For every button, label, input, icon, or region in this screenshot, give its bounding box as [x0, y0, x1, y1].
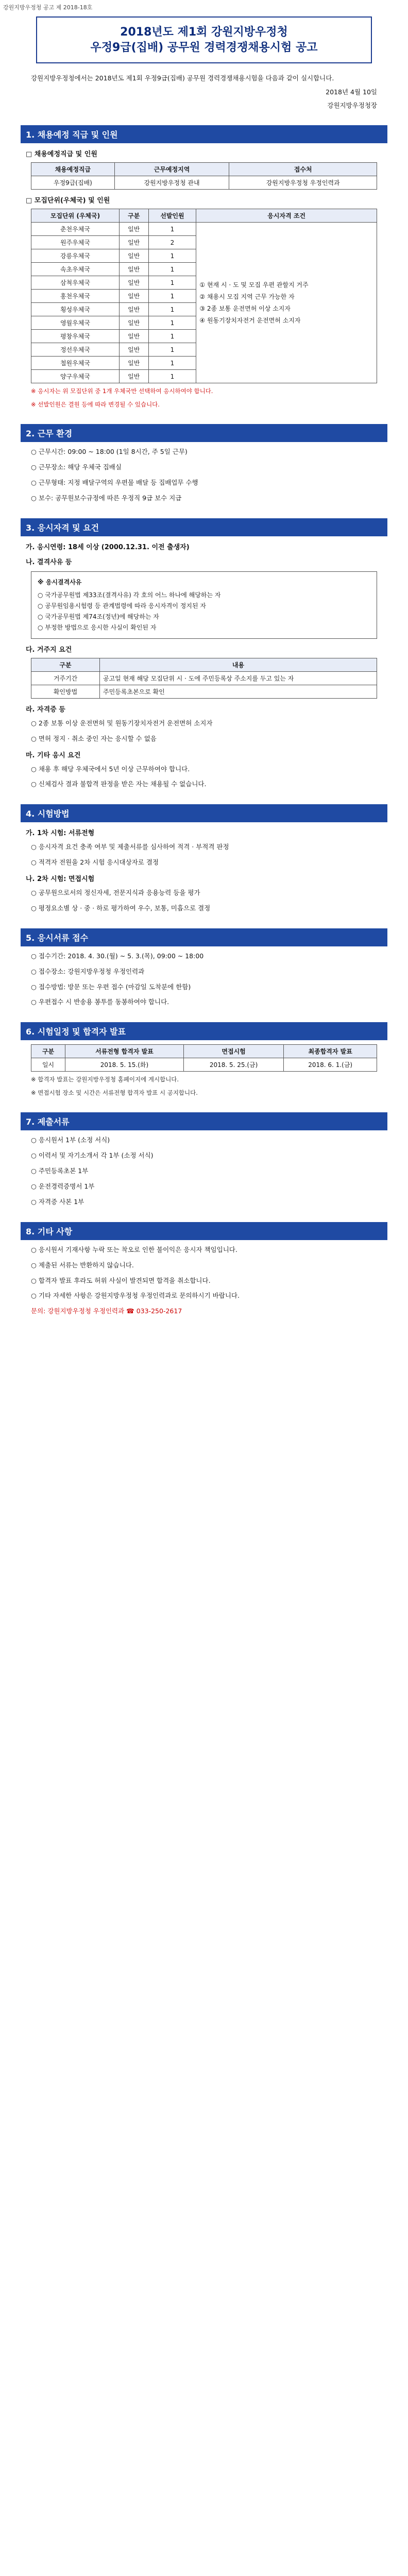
table-cell: 일반 — [119, 343, 148, 357]
table-cell: 1 — [148, 249, 196, 263]
qualification-line: ② 채용시 모집 지역 근무 가능한 자 — [199, 293, 295, 300]
table-cell: 강원지방우정청 관내 — [114, 176, 229, 190]
section-3-title: 3. 응시자격 및 요건 — [21, 518, 387, 536]
table-cell: 확인방법 — [31, 685, 100, 698]
table-header: 선발인원 — [148, 209, 196, 223]
box-line: ○ 국가공무원법 제33조(결격사유) 각 호의 어느 하나에 해당하는 자 — [38, 591, 221, 599]
section-2-item: ○ 근무시간: 09:00 ~ 18:00 (1일 8시간, 주 5일 근무) — [31, 448, 188, 456]
table-cell: 춘천우체국 — [31, 223, 120, 236]
table-header: 구분 — [119, 209, 148, 223]
section-4-line: ○ 응시자격 요건 충족 여부 및 제출서류를 심사하여 적격 · 부적격 판정 — [31, 843, 229, 851]
qualification-line: ④ 원동기장치자전거 운전면허 소지자 — [199, 316, 301, 324]
table-row — [31, 223, 377, 236]
table-cell: 2018. 5. 15.(화) — [65, 1058, 184, 1072]
qualification-line: ③ 2종 보통 운전면허 이상 소지자 — [199, 304, 291, 312]
unit-table — [31, 209, 377, 383]
cert-line: ○ 면허 정지 · 취소 중인 자는 응시할 수 없음 — [31, 734, 157, 742]
table-cell: 횡성우체국 — [31, 303, 120, 316]
table-row — [31, 671, 377, 685]
table-row — [31, 1058, 377, 1072]
qualification-line: ① 현재 시 · 도 및 모집 우편 관할지 거주 — [199, 281, 309, 289]
section-3-sub: 가. 응시연령: 18세 이상 (2000.12.31. 이전 출생자) — [26, 543, 190, 551]
table-cell: 주민등록초본으로 확인 — [100, 685, 377, 698]
section-2-title: 2. 근무 환경 — [21, 424, 387, 442]
table-cell: 1 — [148, 343, 196, 357]
disqualification-box — [31, 571, 377, 639]
table-cell: 일반 — [119, 276, 148, 290]
table-header: 최종합격자 발표 — [284, 1045, 377, 1058]
table-cell: 1 — [148, 290, 196, 303]
table-cell: 일반 — [119, 263, 148, 276]
section-7-line: ○ 주민등록초본 1부 — [31, 1167, 89, 1175]
title-line-1: 2018년도 제1회 강원지방우정청 — [120, 26, 288, 39]
section-1-sub1: □ 채용예정직급 및 인원 — [26, 150, 97, 159]
table-cell: 1 — [148, 330, 196, 343]
section-8-line: ○ 합격자 발표 후라도 허위 사실이 발견되면 합격을 취소합니다. — [31, 1276, 211, 1284]
table-cell: 우정9급(집배) — [31, 176, 115, 190]
table-cell: 1 — [148, 223, 196, 236]
table-cell: 공고일 현재 해당 모집단위 시 · 도에 주민등록상 주소지를 두고 있는 자 — [100, 671, 377, 685]
contact-line: 문의: 강원지방우정청 우정인력과 ☎ 033-250-2617 — [31, 1307, 182, 1315]
table-header: 구분 — [31, 658, 100, 671]
table-cell: 삼척우체국 — [31, 276, 120, 290]
qualification-box — [196, 223, 377, 383]
section-3-sub: 다. 거주지 요건 — [26, 646, 72, 654]
section-4-line: ○ 평정요소별 상 · 중 · 하로 평가하여 우수, 보통, 미흡으로 결정 — [31, 904, 211, 912]
table-header: 채용예정직급 — [31, 163, 115, 176]
section-4-line: ○ 공무원으로서의 정신자세, 전문지식과 응용능력 등을 평가 — [31, 889, 200, 897]
section-5-line: ○ 접수기간: 2018. 4. 30.(월) ~ 5. 3.(목), 09:00 ~ 18:00 — [31, 952, 204, 960]
section-2-item: ○ 근무형태: 지정 배달구역의 우편물 배달 등 집배업무 수행 — [31, 479, 198, 487]
table-cell: 일반 — [119, 290, 148, 303]
table-cell: 일시 — [31, 1058, 65, 1072]
table-header: 근무예정지역 — [114, 163, 229, 176]
page-title — [36, 16, 372, 63]
table-header: 서류전형 합격자 발표 — [65, 1045, 184, 1058]
table-cell: 속초우체국 — [31, 263, 120, 276]
table-cell: 1 — [148, 316, 196, 330]
table-header: 내용 — [100, 658, 377, 671]
section-1-title: 1. 채용예정 직급 및 인원 — [21, 125, 387, 143]
section-5-title: 5. 응시서류 접수 — [21, 928, 387, 946]
residence-table — [31, 658, 377, 699]
box-line: ○ 부정한 방법으로 응시한 사실이 확인된 자 — [38, 623, 157, 631]
section-7-line: ○ 이력서 및 자기소개서 각 1부 (소정 서식) — [31, 1151, 154, 1160]
section-3-sub: 라. 자격증 등 — [26, 705, 65, 714]
cert-line: ○ 2종 보통 이상 운전면허 및 원동기장치자전거 운전면허 소지자 — [31, 719, 213, 727]
section-8-line: ○ 제출된 서류는 반환하지 않습니다. — [31, 1261, 134, 1269]
section-8-title: 8. 기타 사항 — [21, 1222, 387, 1240]
section-1-note: ※ 선발인원은 결원 등에 따라 변경될 수 있습니다. — [31, 400, 160, 408]
intro-text: 강원지방우정청에서는 2018년도 제1회 우정9급(집배) 공무원 경력경쟁채용시험을 다음과 같이 실시합니다. — [31, 74, 334, 82]
org-line: 강원지방우정청장 — [327, 101, 377, 110]
table-cell: 일반 — [119, 223, 148, 236]
table-row — [31, 685, 377, 698]
table-cell: 일반 — [119, 370, 148, 383]
table-cell: 2018. 5. 25.(금) — [183, 1058, 284, 1072]
table-cell: 일반 — [119, 303, 148, 316]
section-5-line: ○ 접수장소: 강원지방우정청 우정인력과 — [31, 967, 145, 975]
box-line: ○ 국가공무원법 제74조(정년)에 해당하는 자 — [38, 613, 159, 620]
schedule-table — [31, 1044, 377, 1072]
table-cell: 1 — [148, 263, 196, 276]
table-cell: 일반 — [119, 357, 148, 370]
section-6-note: ※ 합격자 발표는 강원지방우정청 홈페이지에 게시합니다. — [31, 1076, 179, 1083]
box-line: ○ 공무원임용시험령 등 관계법령에 따라 응시자격이 정지된 자 — [38, 602, 206, 609]
section-1-note: ※ 응시자는 위 모집단위 중 1개 우체국만 선택하여 응시하여야 합니다. — [31, 387, 213, 395]
table-cell: 영월우체국 — [31, 316, 120, 330]
section-6-title: 6. 시험일정 및 합격자 발표 — [21, 1022, 387, 1040]
section-2-item: ○ 근무장소: 해당 우체국 집배실 — [31, 463, 122, 471]
table-cell: 정선우체국 — [31, 343, 120, 357]
table-header: 면접시험 — [183, 1045, 284, 1058]
table-cell: 2 — [148, 236, 196, 249]
table-cell: 강원지방우정청 우정인력과 — [229, 176, 377, 190]
section-7-line: ○ 운전경력증명서 1부 — [31, 1182, 95, 1191]
table-cell: 1 — [148, 303, 196, 316]
table-cell: 홍천우체국 — [31, 290, 120, 303]
date-line: 2018년 4월 10일 — [326, 88, 377, 96]
table-cell: 1 — [148, 276, 196, 290]
section-1-sub2: □ 모집단위(우체국) 및 인원 — [26, 197, 110, 205]
table-cell: 거주기간 — [31, 671, 100, 685]
table-cell: 일반 — [119, 316, 148, 330]
section-5-line: ○ 우편접수 시 반송용 봉투를 동봉하여야 합니다. — [31, 998, 169, 1006]
section-7-line: ○ 응시원서 1부 (소정 서식) — [31, 1136, 110, 1144]
notice-number: 강원지방우정청 공고 제 2018-18호 — [3, 4, 93, 11]
table-cell: 1 — [148, 370, 196, 383]
table-cell: 원주우체국 — [31, 236, 120, 249]
table-cell: 2018. 6. 1.(금) — [284, 1058, 377, 1072]
etc-line: ○ 신체검사 결과 불합격 판정을 받은 자는 채용될 수 없습니다. — [31, 780, 207, 788]
table-cell: 1 — [148, 357, 196, 370]
position-table — [31, 162, 377, 190]
table-header: 접수처 — [229, 163, 377, 176]
table-row — [31, 176, 377, 190]
section-4-sub: 나. 2차 시험: 면접시험 — [26, 875, 95, 884]
section-5-line: ○ 접수방법: 방문 또는 우편 접수 (마감일 도착분에 한함) — [31, 982, 191, 991]
section-4-sub: 가. 1차 시험: 서류전형 — [26, 829, 95, 838]
section-4-line: ○ 적격자 전원을 2차 시험 응시대상자로 결정 — [31, 858, 159, 867]
section-3-sub: 나. 결격사유 등 — [26, 558, 72, 566]
box-title: ※ 응시결격사유 — [38, 578, 82, 586]
table-cell: 일반 — [119, 236, 148, 249]
section-7-line: ○ 자격증 사본 1부 — [31, 1197, 84, 1206]
table-cell: 평창우체국 — [31, 330, 120, 343]
section-6-note: ※ 면접시험 장소 및 시간은 서류전형 합격자 발표 시 공지합니다. — [31, 1089, 198, 1096]
section-7-title: 7. 제출서류 — [21, 1112, 387, 1130]
section-3-sub: 마. 기타 응시 요건 — [26, 751, 81, 759]
etc-line: ○ 채용 후 해당 우체국에서 5년 이상 근무하여야 합니다. — [31, 765, 190, 773]
table-cell: 양구우체국 — [31, 370, 120, 383]
table-cell: 일반 — [119, 330, 148, 343]
table-cell: 일반 — [119, 249, 148, 263]
table-header: 구분 — [31, 1045, 65, 1058]
table-header: 모집단위 (우체국) — [31, 209, 120, 223]
table-header: 응시자격 조건 — [196, 209, 377, 223]
section-8-line: ○ 응시원서 기재사항 누락 또는 착오로 인한 불이익은 응시자 책임입니다. — [31, 1245, 237, 1253]
table-cell: 강릉우체국 — [31, 249, 120, 263]
table-cell: 철원우체국 — [31, 357, 120, 370]
section-4-title: 4. 시험방법 — [21, 804, 387, 822]
section-8-line: ○ 기타 자세한 사항은 강원지방우정청 우정인력과로 문의하시기 바랍니다. — [31, 1292, 240, 1300]
title-line-2: 우정9급(집배) 공무원 경력경쟁채용시험 공고 — [90, 41, 318, 54]
section-2-item: ○ 보수: 공무원보수규정에 따른 우정직 9급 보수 지급 — [31, 494, 182, 502]
